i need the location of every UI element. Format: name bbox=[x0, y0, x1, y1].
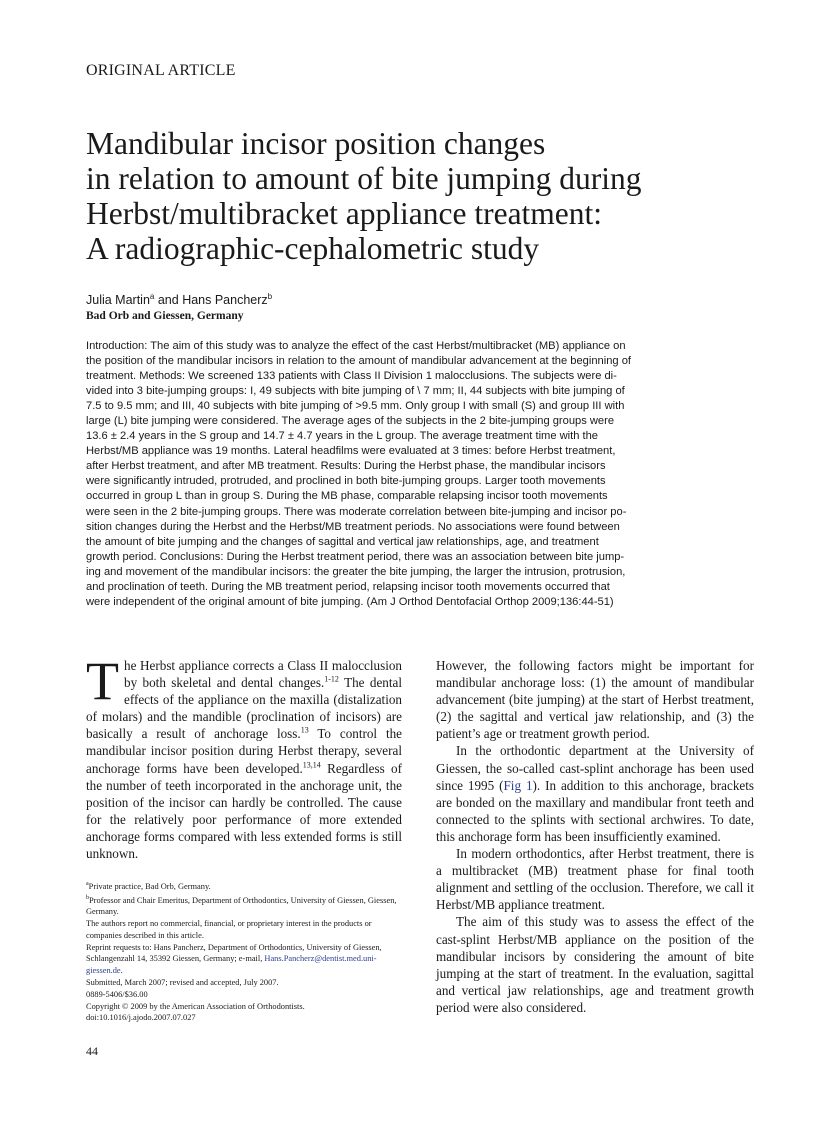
footnotes bbox=[86, 879, 402, 1024]
abstract-line: were significantly intruded, protruded, and proclined in both bite-jumping groups. Larger tooth movements bbox=[86, 475, 606, 488]
body-text: Regardless of the number of teeth incorporated in the anchorage unit, the position of the incisor can hardly be controlled. The cause for the relatively poor performance of more extended anchorage forms compared with less extended forms is still unknown. bbox=[86, 760, 402, 862]
author-name: Julia Martin bbox=[86, 293, 150, 308]
abstract-line: 7.5 to 9.5 mm; and III, 40 subjects with bite jumping of >9.5 mm. Only group I with small (S) and group III with bbox=[86, 400, 625, 413]
abstract-line: large (L) bite jumping were considered. The average ages of the subjects in the 2 bite-jumping groups were bbox=[86, 415, 615, 428]
citation-ref: 13 bbox=[300, 726, 309, 735]
section-label: ORIGINAL ARTICLE bbox=[86, 62, 236, 79]
citation-ref: 13,14 bbox=[302, 760, 321, 770]
footnote-doi: doi:10.1016/j.ajodo.2007.07.027 bbox=[86, 1013, 196, 1023]
affiliation-marker: a bbox=[149, 292, 155, 301]
body-paragraph: However, the following factors might be important for mandibular anchorage loss: (1) the amount of mandibular advancement (bite jumping) at the start of Herbst treatment, (2) the sagittal and vertical jaw relationship, and (3) the patient’s age or treatment growth period. bbox=[436, 658, 754, 742]
abstract bbox=[86, 339, 752, 610]
footnote-issn: 0889-5406/$36.00 bbox=[86, 989, 148, 999]
body-text: The dental effects of the appliance on the maxilla (distalization of molars) and the mandible (proclination of incisors) are basically a result of anchorage loss. bbox=[86, 675, 403, 742]
body-paragraph: In modern orthodontics, after Herbst treatment, there is a multibracket (MB) treatment phase for final tooth alignment and settling of the occlusion. Therefore, we call it Herbst/MB appliance treatment. bbox=[436, 846, 754, 913]
abstract-line: vided into 3 bite-jumping groups: I, 49 subjects with bite jumping of \ 7 mm; II, 44 subjects with bite jumping of bbox=[86, 385, 625, 398]
footnote-marker: b bbox=[86, 894, 89, 901]
abstract-line: ing and movement of the mandibular incisors: the greater the bite jumping, the larger the intrusion, protrusion, bbox=[86, 565, 626, 578]
drop-cap: T bbox=[86, 651, 119, 711]
abstract-line: after Herbst treatment, and after MB treatment. Results: During the Herbst phase, the mandibular incisors bbox=[86, 460, 606, 473]
footnote-copyright: Copyright © 2009 by the American Association of Orthodontists. bbox=[86, 1001, 305, 1011]
citation-ref: 1-12 bbox=[324, 674, 339, 684]
footnote-text: Reprint requests to: Hans Pancherz, Department of Orthodontics, University of Giessen, Schlangenzahl 14, 35392 Giessen, Germany; e-mail, bbox=[86, 942, 382, 964]
footnote-submitted: Submitted, March 2007; revised and accepted, July 2007. bbox=[86, 977, 279, 987]
title-line: A radiographic-cephalometric study bbox=[86, 231, 540, 266]
footnote-text: . bbox=[120, 966, 123, 976]
abstract-line: and proclination of teeth. During the MB treatment period, relapsing incisor tooth movements occurred that bbox=[86, 580, 610, 593]
author-list bbox=[86, 292, 272, 307]
abstract-line: treatment. Methods: We screened 133 patients with Class II Division 1 malocclusions. The subjects were di- bbox=[86, 370, 617, 383]
footnote-affiliation-b bbox=[86, 893, 402, 918]
footnote-conflict: The authors report no commercial, financial, or proprietary interest in the products or companies described in this article. bbox=[86, 918, 372, 940]
body-paragraph: The aim of this study was to assess the effect of the cast-splint Herbst/MB appliance on the position of the mandibular incisors by considering the amount of bite jumping at the start of treatment. In the evaluation, sagittal and vertical jaw relationships, age and treatment growth period were also considered. bbox=[436, 914, 754, 1015]
body-column-left bbox=[86, 651, 403, 862]
title-line: Herbst/multibracket appliance treatment: bbox=[86, 196, 603, 231]
footnote-affiliation-a bbox=[86, 879, 402, 893]
body-text: he Herbst appliance corrects a Class II malocclusion by both skeletal and dental changes. bbox=[124, 658, 402, 691]
article-title bbox=[86, 126, 766, 266]
abstract-line: were seen in the 2 bite-jumping groups. There was moderate correlation between bite-jumping and incisor po- bbox=[86, 505, 627, 518]
abstract-line: occurred in group L than in group S. During the MB phase, comparable relapsing incisor tooth movements bbox=[86, 490, 608, 503]
email-link[interactable]: Hans.Pancherz@dentist.med.uni-giessen.de bbox=[86, 954, 377, 976]
footnote-reprint bbox=[86, 942, 402, 977]
author-conjunction: and bbox=[154, 293, 183, 308]
page-number: 44 bbox=[86, 1044, 98, 1058]
abstract-line: growth period. Conclusions: During the Herbst treatment period, there was an association between bite jump- bbox=[86, 550, 625, 563]
figure-link[interactable]: Fig 1 bbox=[503, 777, 533, 793]
title-line: in relation to amount of bite jumping during bbox=[86, 161, 642, 196]
footnote-marker: a bbox=[86, 881, 89, 887]
abstract-line: sition changes during the Herbst and the Herbst/MB treatment periods. No associations were found between bbox=[86, 520, 620, 533]
abstract-line: 13.6 ± 2.4 years in the S group and 14.7 ± 4.7 years in the L group. The average treatment time with the bbox=[86, 430, 599, 443]
body-paragraph bbox=[86, 651, 403, 862]
body-paragraph bbox=[436, 742, 754, 845]
abstract-line: Introduction: The aim of this study was to analyze the effect of the cast Herbst/multibracket (MB) appliance on bbox=[86, 340, 626, 352]
body-text: To control the mandibular incisor position during Herbst therapy, several anchorage forms have been developed. bbox=[86, 726, 402, 776]
title-line: Mandibular incisor position changes bbox=[86, 126, 546, 161]
footnote-text: Private practice, Bad Orb, Germany. bbox=[88, 881, 211, 891]
body-text: ). In addition to this anchorage, brackets are bonded on the maxillary and mandibular front teeth and connected to the splints with sectional archwires. To date, this anchorage form has been insufficiently examined. bbox=[436, 777, 754, 844]
footnote-text: Professor and Chair Emeritus, Department of Orthodontics, University of Giessen, Giessen, Germany. bbox=[86, 895, 397, 917]
abstract-line: the amount of bite jumping and the changes of sagittal and vertical jaw relationships, age, and treatment bbox=[86, 535, 599, 548]
body-text: In the orthodontic department at the University of Giessen, the so-called cast-splint anchorage has been used since 1995 ( bbox=[436, 743, 754, 793]
abstract-line: Herbst/MB appliance was 19 months. Lateral headfilms were evaluated at 3 times: before Herbst treatment, bbox=[86, 445, 616, 458]
abstract-line: were independent of the original amount of bite jumping. (Am J Orthod Dentofacial Orthop 2009;136:44-51) bbox=[86, 595, 614, 608]
author-name: Hans Pancherz bbox=[182, 293, 268, 308]
abstract-line: the position of the mandibular incisors in relation to the amount of mandibular advancement at the beginning of bbox=[86, 355, 631, 368]
body-column-right bbox=[436, 657, 754, 1016]
affiliation-marker: b bbox=[267, 292, 273, 301]
author-affiliation: Bad Orb and Giessen, Germany bbox=[86, 310, 244, 322]
